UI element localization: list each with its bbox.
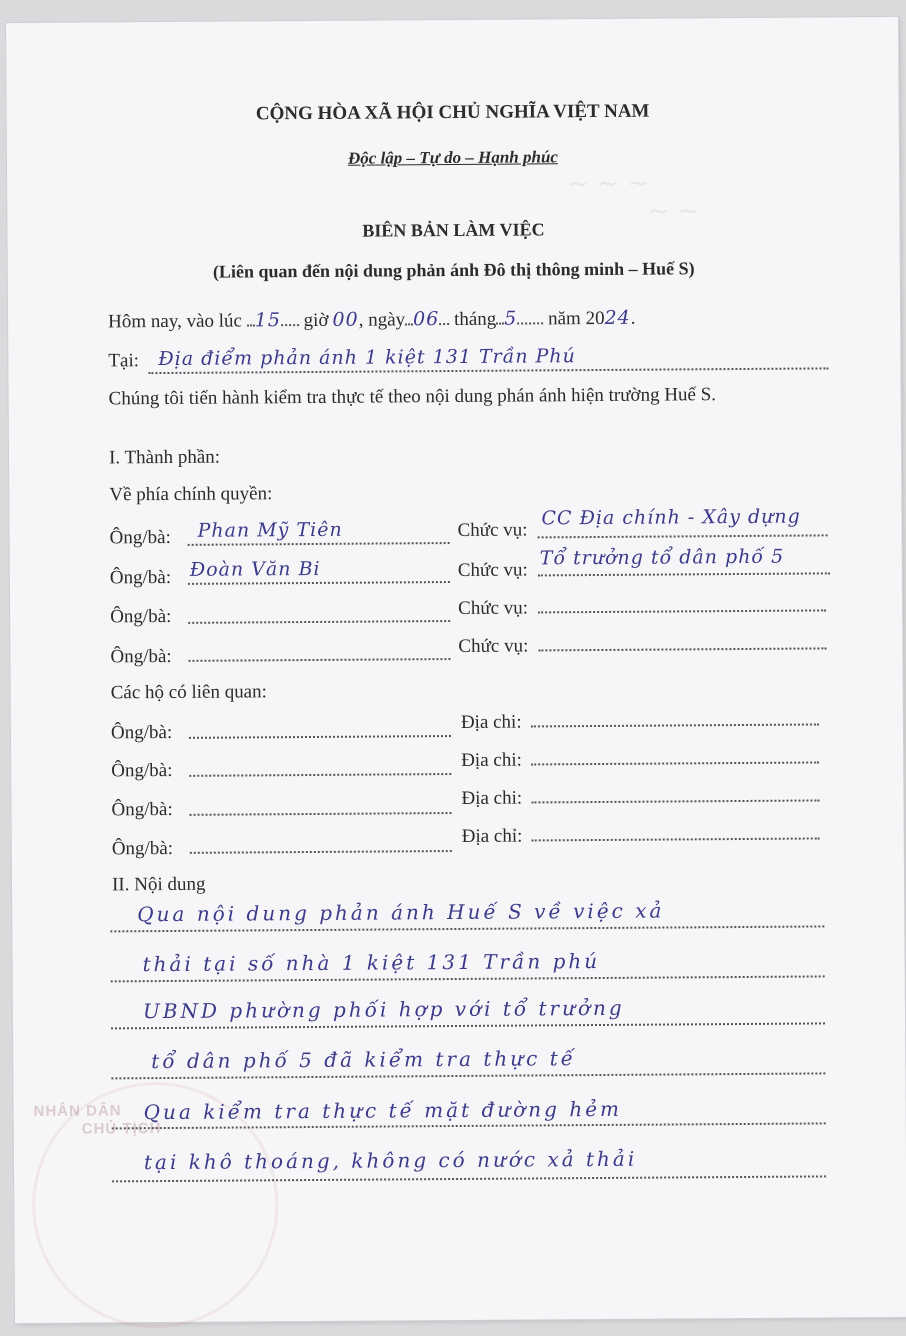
stamp-line-1: NHÂN DÂN	[33, 1102, 122, 1120]
hour-label: giờ	[303, 309, 329, 332]
official-label-1: Ông/bà:	[109, 526, 171, 549]
month-label: tháng	[453, 308, 497, 330]
official-label-2: Ông/bà:	[109, 566, 172, 589]
section-2-title: II. Nội dung	[111, 873, 206, 896]
address-label-3: Địa chi:	[461, 787, 523, 809]
time-year: 24	[604, 306, 631, 329]
year-label: năm 20	[548, 307, 605, 330]
household-label-3: Ông/bà:	[111, 798, 173, 821]
position-label-4: Chức vụ:	[458, 635, 529, 657]
place-label: Tại:	[108, 350, 140, 372]
stamp-text	[34, 1102, 162, 1139]
bleed-through-text: ~ ~ ~	[567, 168, 650, 200]
country-heading: CỘNG HÒA XÃ HỘI CHỦ NGHĨA VIỆT NAM	[255, 100, 650, 125]
official-position-1: CC Địa chính - Xây dựng	[541, 505, 801, 530]
household-label-2: Ông/bà:	[111, 759, 173, 782]
document-title: BIÊN BẢN LÀM VIỆC	[362, 219, 545, 241]
content-line-5: Qua kiểm tra thực tế mặt đường hẻm	[143, 1096, 623, 1125]
content-line-3: UBND phường phối hợp với tổ trưởng	[142, 995, 625, 1024]
position-label-1: Chức vụ:	[457, 519, 528, 541]
official-name-2: Đoàn Văn Bi	[189, 557, 321, 581]
official-label-4: Ông/bà:	[110, 645, 172, 668]
day-label: ngày	[368, 309, 406, 331]
time-minute: 00	[332, 308, 359, 331]
document-subtitle: (Liên quan đến nội dung phản ánh Đô thị thông minh – Huế S)	[212, 258, 695, 282]
address-label-1: Địa chi:	[460, 711, 522, 733]
time-prefix: Hôm nay, vào lúc	[108, 310, 243, 333]
document-page	[6, 17, 906, 1323]
official-position-2: Tổ trưởng tổ dân phố 5	[539, 545, 785, 570]
content-line-2: thải tại số nhà 1 kiệt 131 Trần phú	[142, 948, 601, 977]
address-label-4: Địa chỉ:	[461, 825, 523, 847]
motto: Độc lập – Tự do – Hạnh phúc	[347, 147, 558, 168]
content-line-4: tổ dân phố 5 đã kiểm tra thực tế	[151, 1046, 577, 1074]
position-label-3: Chức vụ:	[458, 597, 529, 619]
official-name-1: Phan Mỹ Tiên	[197, 518, 343, 542]
household-label-1: Ông/bà:	[110, 721, 173, 744]
bleed-through-text: ~ ~	[647, 196, 700, 227]
address-label-2: Địa chi:	[461, 749, 522, 771]
section-1-title: I. Thành phần:	[108, 446, 221, 469]
household-label-4: Ông/bà:	[111, 837, 174, 860]
content-line-6: tại khô thoáng, không có nước xả thải	[143, 1146, 638, 1175]
official-label-3: Ông/bà:	[110, 605, 172, 628]
time-day: 06	[413, 308, 440, 331]
content-line-1: Qua nội dung phản ánh Huế S về việc xả	[137, 898, 665, 927]
time-month: 5	[504, 307, 518, 330]
stamp-line-2: CHỦ TỊCH	[81, 1120, 162, 1138]
households-title: Các hộ có liên quan:	[110, 681, 267, 704]
position-label-2: Chức vụ:	[457, 559, 528, 581]
time-hour: 15	[254, 309, 281, 332]
intro-text: Chúng tôi tiến hành kiểm tra thực tế theo nội dung phán ánh hiện trường Huế S.	[108, 384, 717, 410]
place-line	[108, 350, 139, 372]
government-title: Về phía chính quyền:	[109, 483, 273, 506]
time-line: Hôm nay, vào lúc 15 giờ 00, ngày 06 tháng 5 năm 2024.	[108, 306, 636, 333]
place-value: Địa điểm phản ánh 1 kiệt 131 Trần Phú	[158, 345, 576, 371]
